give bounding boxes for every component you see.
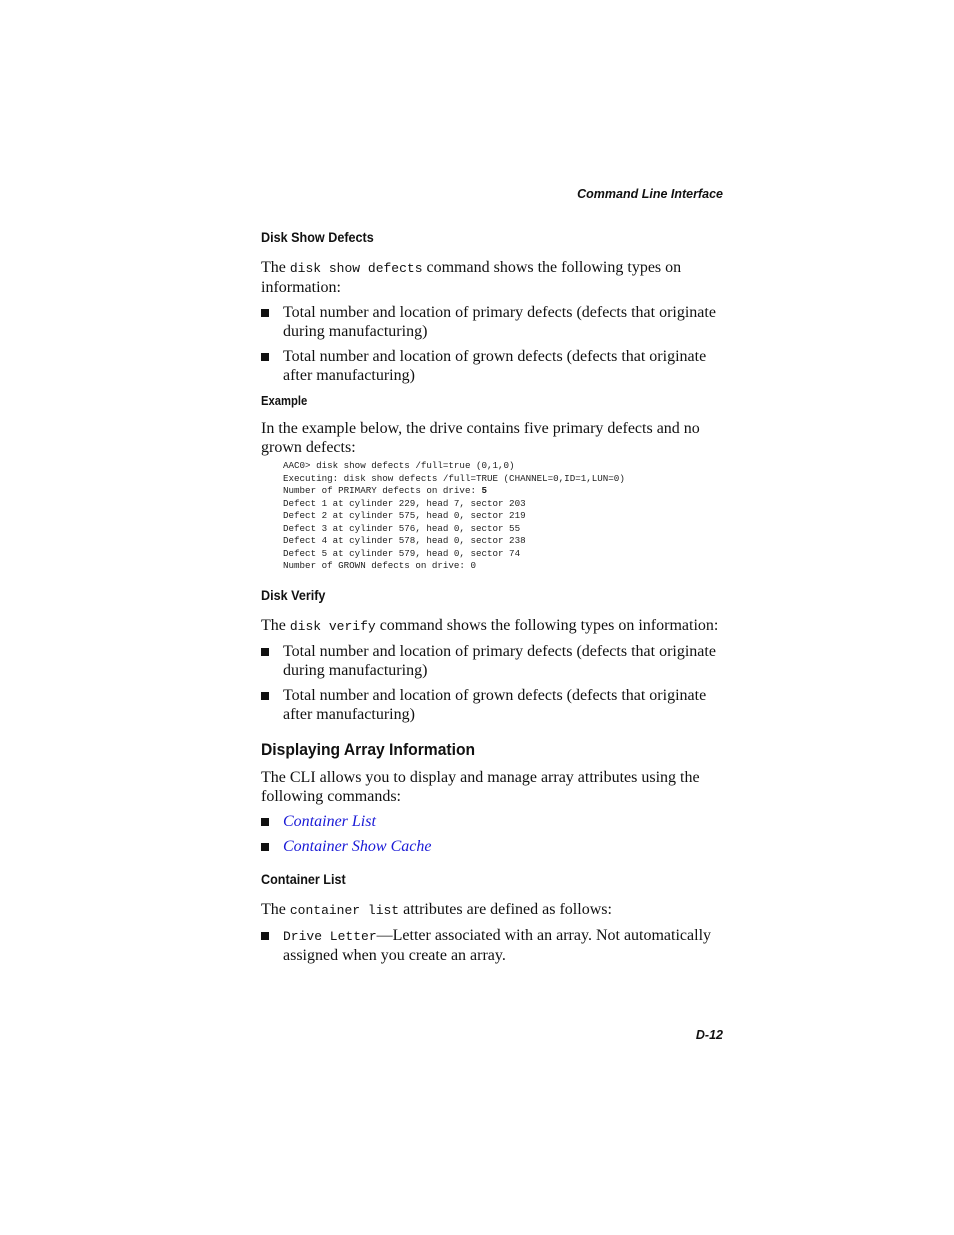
bullet-icon: [261, 843, 269, 851]
example-intro: In the example below, the drive contains five primary defects and no grown defects:: [261, 420, 700, 456]
list-item: [261, 812, 723, 831]
code-line: Executing: disk show defects /full=TRUE (CHANNEL=0,ID=1,LUN=0): [283, 472, 625, 484]
code-line: Defect 4 at cylinder 578, head 0, sector 238: [283, 535, 526, 547]
command-code: disk verify: [289, 618, 376, 634]
bullet-icon: [261, 692, 269, 700]
list-item: Total number and location of primary defects (defects that originate during manufacturing): [261, 303, 723, 341]
bullet-icon: [261, 648, 269, 656]
container-show-cache-link[interactable]: Container Show Cache: [283, 837, 432, 855]
disk-verify-list: [261, 642, 723, 724]
code-line: Defect 3 at cylinder 576, head 0, sector 55: [283, 522, 521, 534]
page-content: [261, 229, 723, 965]
array-commands-list: [261, 812, 723, 856]
code-line: Defect 5 at cylinder 579, head 0, sector 74: [283, 547, 521, 559]
section-heading-container-list: Container List: [261, 870, 346, 887]
section-heading-disk-show-defects: Disk Show Defects: [261, 229, 374, 245]
code-line: Number of GROWN defects on drive: 0: [283, 560, 476, 572]
bullet-icon: [261, 818, 269, 826]
code-line: AAC0> disk show defects /full=true (0,1,0): [283, 460, 515, 471]
code-block: [261, 460, 723, 573]
list-item: Total number and location of grown defects (defects that originate after manufacturing): [261, 686, 723, 724]
container-list-attributes: [261, 926, 723, 965]
running-header: Command Line Interface: [577, 187, 723, 201]
disk-show-defects-intro: The disk show defects command shows the following types on information:: [261, 259, 682, 296]
command-code: container list: [289, 902, 400, 918]
bullet-icon: [261, 309, 269, 317]
list-item: [261, 837, 723, 856]
list-item: Drive Letter—Letter associated with an array. Not automatically assigned when you create an array.: [261, 926, 723, 965]
list-item: Total number and location of primary defects (defects that originate during manufacturing): [261, 642, 723, 680]
list-item: Total number and location of grown defects (defects that originate after manufacturing): [261, 347, 723, 385]
section-heading-disk-verify: Disk Verify: [261, 586, 326, 603]
disk-verify-intro: The disk verify command shows the following types on information:: [261, 616, 719, 634]
code-line: Defect 1 at cylinder 229, head 7, sector 203: [283, 497, 526, 509]
attribute-code: Drive Letter: [283, 928, 377, 944]
container-list-intro: The container list attributes are defined as follows:: [261, 900, 612, 918]
command-code: disk show defects: [289, 261, 423, 276]
container-list-link[interactable]: Container List: [283, 812, 376, 830]
section-heading-array-info: Displaying Array Information: [261, 739, 476, 759]
disk-show-defects-list: [261, 303, 723, 385]
subheading-example: Example: [261, 394, 308, 408]
page-number: D-12: [695, 1028, 723, 1042]
code-line: Defect 2 at cylinder 575, head 0, sector 219: [283, 510, 526, 522]
bullet-icon: [261, 932, 269, 940]
bullet-icon: [261, 353, 269, 361]
code-line: Number of PRIMARY defects on drive: 5: [283, 485, 487, 497]
array-info-intro: The CLI allows you to display and manage array attributes using the following commands:: [261, 768, 700, 805]
primary-count: 5: [481, 485, 487, 497]
